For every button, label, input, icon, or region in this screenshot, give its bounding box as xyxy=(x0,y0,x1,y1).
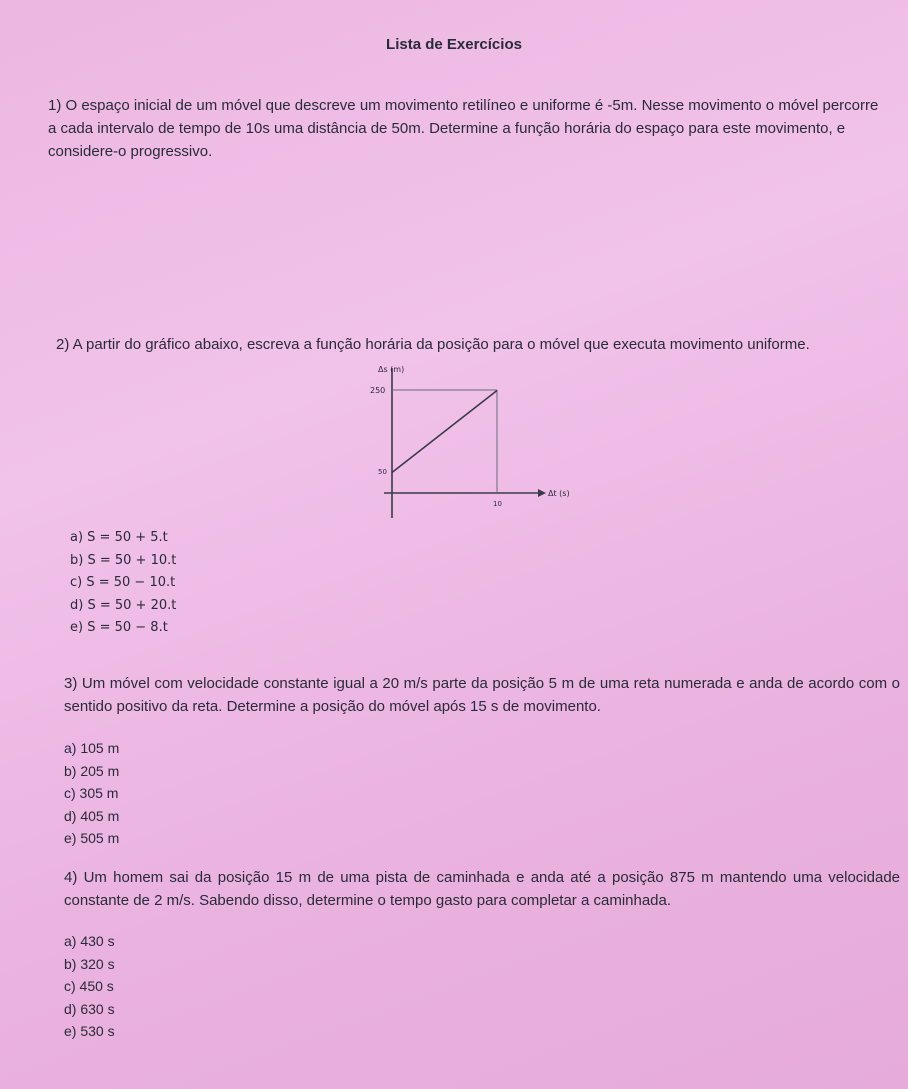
option-c[interactable]: c) 305 m xyxy=(64,785,119,801)
question-2-options xyxy=(70,527,176,640)
position-time-graph xyxy=(360,360,600,520)
option-a[interactable]: a) 105 m xyxy=(64,740,120,756)
question-3-text: 3) Um móvel com velocidade constante igual a 20 m/s parte da posição 5 m de uma reta numerada e anda de acordo com o sentido positivo da reta. Determine a posição do móvel após 15 s de movimento. xyxy=(64,675,900,715)
y-tick-250: 250 xyxy=(370,386,386,395)
question-4-options xyxy=(64,930,115,1043)
question-1-text: 1) O espaço inicial de um móvel que descreve um movimento retilíneo e uniforme é -5m. Nesse movimento o móvel percorre a cada intervalo de tempo de 10s uma distância de 50m. Determine a função horária do espaço para este movimento, e considere-o progressivo. xyxy=(48,97,879,160)
x-tick-10: 10 xyxy=(493,500,502,508)
option-b[interactable]: b) S = 50 + 10.t xyxy=(70,552,177,568)
option-c[interactable]: c) S = 50 − 10.t xyxy=(70,575,176,590)
option-e[interactable]: e) 505 m xyxy=(64,830,120,846)
option-d[interactable]: d) 405 m xyxy=(64,807,120,824)
y-tick-50: 50 xyxy=(378,468,387,476)
option-a[interactable]: a) S = 50 + 5.t xyxy=(70,530,168,545)
x-axis-arrow xyxy=(538,489,546,497)
question-3-options xyxy=(64,737,119,850)
question-4-text: 4) Um homem sai da posição 15 m de uma pista de caminhada e anda até a posição 875 m mantendo uma velocidade constante de 2 m/s. Sabendo disso, determine o tempo gasto para completar a caminhada. xyxy=(64,869,900,909)
option-e[interactable]: e) 530 s xyxy=(64,1023,115,1039)
x-axis-label: Δt (s) xyxy=(548,489,570,498)
option-d[interactable]: d) S = 50 + 20.t xyxy=(70,597,177,613)
option-b[interactable]: b) 205 m xyxy=(64,762,120,779)
option-e[interactable]: e) S = 50 − 8.t xyxy=(70,620,168,635)
option-d[interactable]: d) 630 s xyxy=(64,1000,115,1017)
y-axis-label: Δs (m) xyxy=(378,365,405,374)
option-c[interactable]: c) 450 s xyxy=(64,978,114,994)
series-line xyxy=(392,391,497,473)
option-a[interactable]: a) 430 s xyxy=(64,933,115,949)
page-title: Lista de Exercícios xyxy=(386,36,522,53)
question-2-text: 2) A partir do gráfico abaixo, escreva a função horária da posição para o móvel que executa movimento uniforme. xyxy=(56,336,810,353)
option-b[interactable]: b) 320 s xyxy=(64,955,115,972)
